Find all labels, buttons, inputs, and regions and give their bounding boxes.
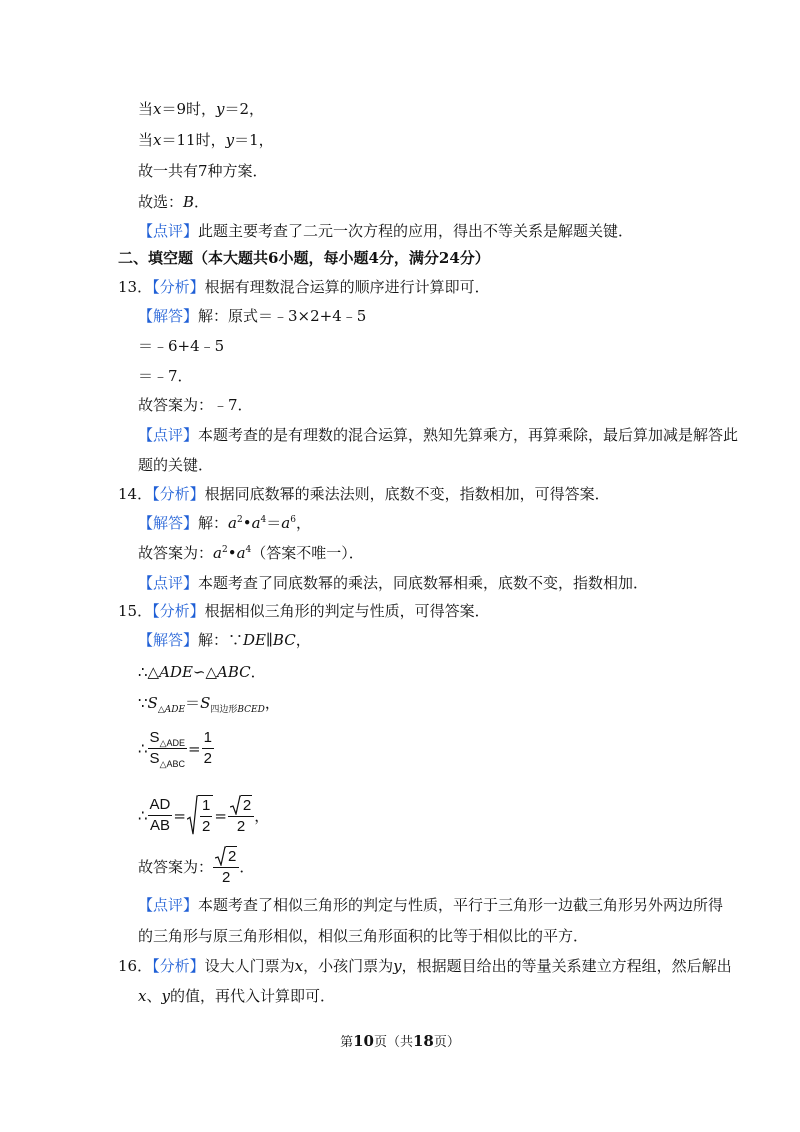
line-x11: 当x＝11时，y＝1， [138,131,274,149]
line-total-plans: 故一共有7种方案． [138,162,268,180]
q15-side-ratio: ∴ $\frac{AD}{AB}$ = $\frac{1}{2}$ = $\frac{2}{2}$ ， [138,796,270,835]
q13-step3: ＝﹣7． [138,367,193,385]
side-ratio-fraction: $\frac{AD}{AB}$ [149,796,171,834]
q13-comment-cont: 题的关键． [138,456,214,474]
q14-answer: 【解答】解：$a^2•a^4=a^6$， [138,514,311,532]
answer-tag: 【解答】 [138,514,199,532]
q13-step2: ＝﹣6+4﹣5 [138,337,225,355]
q14-analysis: 14．【分析】根据同底数幂的乘法法则，底数不变，指数相加，可得答案． [118,485,610,503]
section-title: 二、填空题（本大题共6小题，每小题4分，满分24分） [118,249,490,267]
root2-over-2-fraction: $\frac{2}{2}$ [228,795,254,836]
question-number: 13． [118,278,153,296]
q15-final: 故答案为： $\frac{2}{2}$ ． [138,848,255,886]
analysis-tag: 【分析】 [152,278,205,296]
q13-final: 故答案为：﹣7． [138,396,253,414]
comment-tag: 【点评】 [138,574,199,592]
q12-comment: 【点评】此题主要考查了二元一次方程的应用，得出不等关系是解题关键． [138,222,634,240]
comment-tag: 【点评】 [138,426,199,444]
sqrt-2: 2 [230,795,252,815]
line-x9: 当x＝9时，y＝2， [138,100,265,118]
q15-analysis: 15．【分析】根据相似三角形的判定与性质，可得答案． [118,602,490,620]
q15-area-ratio: ∴ $\frac{S_{\triangle ADE}}{S_{\triangle ABC}}$ = $\frac{1}{2}$ [138,729,212,769]
half-fraction: $\frac{1}{2}$ [203,729,212,767]
q13-answer: 【解答】解：原式＝﹣3×2+4﹣5 [138,307,367,325]
area-ratio-fraction: $\frac{S_{\triangle ADE}}{S_{\triangle ABC}}$ [149,729,185,769]
q15-area-equal: $\because S_{\triangle ADE}=S_{四边形BCED}$， [138,694,280,715]
q15-comment: 【点评】本题考查了相似三角形的判定与性质，平行于三角形一边截三角形另外两边所得 [138,896,724,914]
page-total: 18 [413,1032,434,1050]
q13-comment: 【点评】本题考查的是有理数的混合运算，熟知先算乘方，再算乘除，最后算加减是解答此 [138,426,739,444]
answer-fraction: $\frac{2}{2}$ [213,846,239,887]
q14-final: 故答案为：$a^2•a^4$（答案不唯一）． [138,544,364,562]
comment-tag: 【点评】 [138,896,199,914]
analysis-tag: 【分析】 [152,957,205,975]
answer-tag: 【解答】 [138,631,199,649]
q15-answer: 【解答】解：∵DE∥BC， [138,631,311,649]
page-footer: 第10页（共18页） [340,1032,460,1050]
question-number: 15． [118,602,153,620]
comment-tag: 【点评】 [138,222,199,240]
sqrt-half: $\frac{1}{2}$ [187,795,213,836]
q16-analysis-cont: x、y的值，再代入计算即可． [138,987,335,1005]
line-choice: 故选：B． [138,193,210,211]
q15-similar: ∴△ADE∽△ABC． [138,663,266,681]
q13-analysis: 13．【分析】根据有理数混合运算的顺序进行计算即可． [118,278,490,296]
sqrt-2: 2 [215,846,237,866]
question-number: 14． [118,485,153,503]
analysis-tag: 【分析】 [152,485,205,503]
question-number: 16． [118,957,153,975]
q14-comment: 【点评】本题考查了同底数幂的乘法，同底数幂相乘，底数不变，指数相加． [138,574,649,592]
q15-comment-cont: 的三角形与原三角形相似，相似三角形面积的比等于相似比的平方． [138,927,589,945]
answer-tag: 【解答】 [138,307,199,325]
analysis-tag: 【分析】 [152,602,205,620]
q16-analysis: 16．【分析】设大人门票为x，小孩门票为y，根据题目给出的等量关系建立方程组，然后解出 [118,957,732,975]
page-number: 10 [353,1032,374,1050]
